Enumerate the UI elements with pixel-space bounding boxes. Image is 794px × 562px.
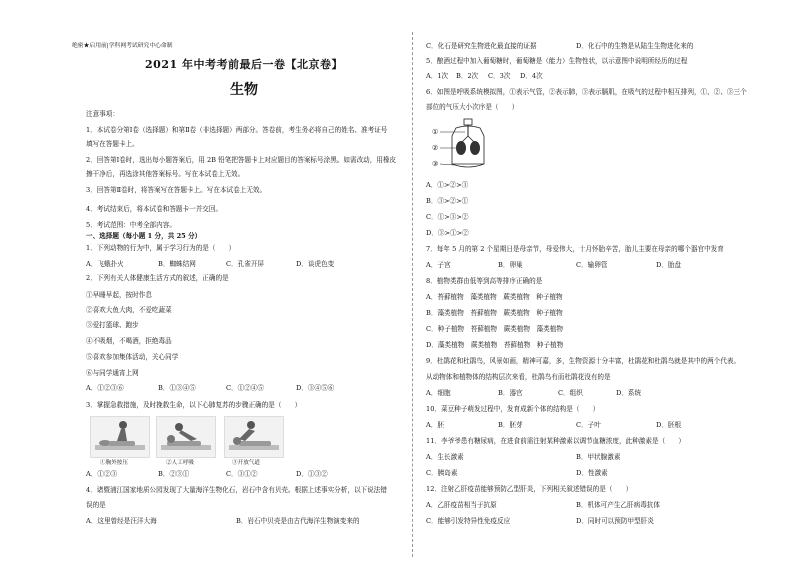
q2-option-c: C．①②④⑤ (226, 384, 265, 392)
q12-option-d: D．同时可以预防甲型肝炎 (576, 517, 654, 525)
q9-option-a: A．细胞 (426, 389, 451, 397)
secret-label: 绝密★启用前|学科网考试研究中心命制 (72, 43, 173, 49)
q1-option-c: C．孔雀开屏 (226, 260, 265, 268)
q4-option-d: D．化石中的生物是从陆生生物进化来的 (576, 42, 694, 50)
q10-option-c: C．子叶 (576, 421, 601, 429)
note-4: 4．考试结束后，将本试卷和答题卡一并交回。 (86, 205, 223, 213)
q7-option-b: B．卵巢 (498, 261, 523, 269)
q4-option-b: B．岩石中贝壳是由古代海洋生物演变来的 (236, 517, 360, 525)
q6-option-b: B．③>②>① (426, 197, 469, 205)
q2-option-d: D．③④⑤⑥ (296, 384, 335, 392)
cpr-airway-image (224, 416, 284, 458)
q10-stem: 10．菜豆种子萌发过程中，发育成新个体的结构是（ ） (426, 405, 600, 413)
q7-option-d: D．胎盘 (656, 261, 682, 269)
notes-heading: 注意事项： (86, 110, 119, 118)
q11-stem: 11．李爷爷患有糖尿病，在进食前需注射某种激素以调节血糖浓度，此种激素是（ ） (426, 437, 685, 445)
q6-option-d: D．③>①>② (426, 229, 469, 237)
note-3: 3．回答第Ⅱ卷时，将答案写在答题卡上。写在本试卷上无效。 (86, 186, 267, 194)
q12-option-b: B．机体可产生乙肝病毒抗体 (576, 501, 660, 509)
q8-option-c: C．种子植物 苔藓植物 蕨类植物 藻类植物 (426, 325, 563, 333)
q8-option-d: D．藻类植物 蕨类植物 苔藓植物 种子植物 (426, 341, 564, 349)
q1-stem: 1．下列动物的行为中，属于学习行为的是（ ） (86, 244, 236, 252)
subject-title: 生物 (230, 82, 258, 98)
note-1b: 填写在答题卡上。 (86, 140, 139, 148)
q12-option-a: A．乙肝疫苗相当于抗原 (426, 501, 497, 509)
respiratory-model-figure (432, 118, 492, 178)
q9-stem-2: 从动物体和植物体的结构层次来看，杜鹃鸟有而杜鹃花没有的是 (426, 373, 611, 381)
q2-option-b: B．①③④⑤ (158, 384, 196, 392)
label-3: ③ (432, 160, 439, 168)
q4-option-c: C．化石是研究生物进化最直接的证据 (426, 42, 537, 50)
q3-option-b: B．②③① (158, 470, 190, 478)
note-2b: 擦干净后，再选涂其他答案标号。写在本试卷上无效。 (86, 170, 245, 178)
note-5: 5．考试范围：中考全部内容。 (86, 221, 176, 229)
q2-stem: 2．下列有关人体健康生活方式的叙述，正确的是 (86, 274, 229, 282)
q7-option-a: A．子宫 (426, 261, 451, 269)
note-2a: 2．回答第Ⅰ卷时，选出每小题答案后，用 2B 铅笔把答题卡上对应题目的答案标号涂黑。如需改动，用橡皮 (86, 156, 397, 164)
q4-stem-2: 误的是 (86, 501, 106, 509)
q2-item-4: ④不吸烟，不喝酒，拒绝毒品 (86, 337, 172, 345)
q9-option-c: C．组织 (558, 389, 583, 397)
q2-item-1: ①早睡早起，按时作息 (86, 291, 152, 299)
q11-option-a: A．生长激素 (426, 453, 464, 461)
q9-stem-1: 9．杜鹃花和杜鹃鸟，风景如画，精神可嘉，多，生物资源十分丰富，杜鹃花和杜鹃鸟就是其中的两个代表。 (426, 357, 741, 365)
cpr-caption-3: ③开放气道 (232, 460, 260, 466)
q12-option-c: C．能够引发特异性免疫反应 (426, 517, 511, 525)
q5-stem: 5．酿酒过程中加入葡萄糖时，葡萄糖是（能力）生物性状，以示意图中说明所经历的过程 (426, 57, 688, 65)
label-2: ② (432, 144, 439, 152)
q11-option-c: C．胰岛素 (426, 469, 458, 477)
q3-option-d: D．①③② (296, 470, 328, 478)
q2-item-3: ③爱打篮球、跑步 (86, 321, 139, 329)
q3-option-a: A．①②③ (86, 470, 118, 478)
q3-option-c: C．③①② (226, 470, 258, 478)
q6-option-c: C．①>③>② (426, 213, 469, 221)
q2-item-2: ②喜欢大鱼大肉，不爱吃蔬菜 (86, 306, 172, 314)
q6-stem-2: 部位的气压大小次序是（ ） (426, 103, 519, 111)
bell-jar-diagram (432, 118, 492, 174)
q5-option-d: D．4次 (520, 72, 543, 80)
q5-option-c: C．3次 (488, 72, 511, 80)
q9-option-b: B．器官 (498, 389, 523, 397)
q8-option-b: B．藻类植物 苔藓植物 蕨类植物 种子植物 (426, 309, 563, 317)
q2-item-5: ⑤喜欢参加集体活动，关心同学 (86, 353, 179, 361)
exam-title: 2021 年中考考前最后一卷【北京卷】 (145, 58, 343, 71)
q8-option-a: A．苔藓植物 藻类植物 蕨类植物 种子植物 (426, 293, 563, 301)
q9-option-d: D．系统 (616, 389, 642, 397)
q1-option-a: A．飞蛾扑火 (86, 260, 124, 268)
q7-option-c: C．输卵管 (576, 261, 608, 269)
cpr-caption-1: ①胸外按压 (100, 460, 128, 466)
q8-stem: 8．植物类群由低等到高等排序正确的是 (426, 277, 543, 285)
q11-option-d: D．性激素 (576, 469, 608, 477)
column-divider (412, 32, 413, 557)
q6-stem-1: 6．如图是呼吸系统模拟图，①表示气管，②表示肺，③表示膈肌，在吸气的过程中相互排列，①、②、③三个 (426, 88, 747, 96)
q5-option-b: B．2次 (456, 72, 479, 80)
q4-stem-1: 4．诸暨浦江国家地质公园发现了大量海洋生物化石，岩石中含有贝壳。根据上述事实分析，以下说法错 (86, 486, 387, 494)
q7-stem: 7．每年 5 月的第 2 个星期日是母亲节，母爱伟大，十月怀胎辛苦，胎儿主要在母亲的哪个器官中发育 (426, 245, 724, 253)
cpr-caption-2: ②人工呼吸 (166, 460, 194, 466)
cpr-compression-image (90, 416, 150, 458)
q2-option-a: A．①②③⑥ (86, 384, 124, 392)
note-1a: 1．本试卷分第Ⅰ卷（选择题）和第Ⅱ卷（非选择题）两部分。答卷前，考生务必将自己的姓名、准考证号 (86, 126, 388, 134)
q10-option-a: A．胚 (426, 421, 444, 429)
q2-item-6: ⑥与同学通宵上网 (86, 369, 139, 377)
section-heading: 一、选择题（每小题 1 分，共 25 分） (86, 232, 202, 240)
q3-stem: 3．掌握急救措施，及时挽救生命，以下心肺复苏的步骤正确的是（ ） (86, 401, 302, 409)
q5-option-a: A．1次 (426, 72, 449, 80)
q12-stem: 12．注射乙肝疫苗能够预防乙型肝炎，下列相关叙述错误的是（ ） (426, 485, 633, 493)
q11-option-b: B．甲状腺激素 (576, 453, 621, 461)
q10-option-b: B．胚芽 (498, 421, 523, 429)
q1-option-b: B．蜘蛛结网 (158, 260, 196, 268)
cpr-breathing-image (156, 416, 216, 458)
q1-option-d: D．谈虎色变 (296, 260, 335, 268)
q4-option-a: A．这里曾经是汪洋大海 (86, 517, 157, 525)
q10-option-d: D．胚根 (656, 421, 682, 429)
label-1: ① (432, 128, 439, 136)
q6-option-a: A．①>②>③ (426, 181, 469, 189)
